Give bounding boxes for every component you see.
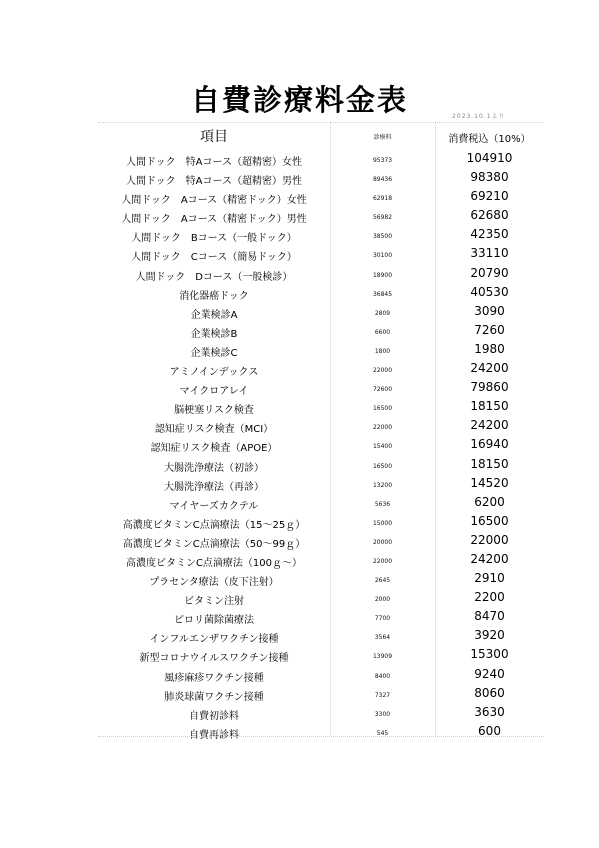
table-row: [98, 417, 544, 436]
table-row: [98, 551, 544, 570]
row-tax-incl: 104910: [466, 151, 513, 165]
row-item-name: 自費再診料: [189, 729, 239, 741]
row-item-name: 企業検診B: [190, 328, 238, 340]
row-item-name: 人間ドック 特Aコース（超精密）女性: [126, 157, 302, 168]
row-tax-incl: 18150: [470, 456, 509, 471]
row-item-name: 脳梗塞リスク検査: [174, 405, 254, 417]
row-fee: 13200: [372, 481, 393, 489]
table-row: [98, 608, 544, 627]
table-row: [98, 379, 544, 398]
row-tax-incl: 24200: [470, 418, 509, 433]
row-item-name: 認知症リスク検査（APOE）: [150, 443, 278, 455]
table-row: [98, 207, 544, 226]
row-fee: 18900: [372, 271, 393, 279]
row-item-name: 高濃度ビタミンC点滴療法（50〜99ｇ）: [122, 538, 306, 550]
table-row: [98, 456, 544, 475]
row-tax-incl: 2200: [474, 590, 505, 605]
row-fee: 15400: [372, 443, 393, 451]
row-tax-incl: 40530: [470, 284, 509, 299]
header-item: 項目: [200, 129, 228, 145]
fee-table: [98, 122, 544, 742]
row-item-name: 肺炎球菌ワクチン接種: [164, 691, 264, 703]
document-title: 自費診療料金表: [190, 83, 408, 117]
table-row: [98, 322, 544, 341]
row-item-name: 企業検診A: [190, 309, 238, 321]
table-row: [98, 360, 544, 379]
effective-date: 2023.10.1より: [452, 113, 506, 120]
table-row: [98, 589, 544, 608]
row-fee: 1800: [374, 347, 391, 355]
row-tax-incl: 6200: [474, 494, 505, 509]
row-item-name: 人間ドック 特Aコース（超精密）男性: [126, 176, 302, 188]
row-fee: 36845: [372, 290, 393, 298]
row-item-name: 消化器癌ドック: [179, 290, 249, 302]
row-item-name: 大腸洗浄療法（初診）: [164, 462, 264, 474]
row-fee: 3564: [374, 634, 391, 642]
row-fee: 89436: [372, 176, 393, 184]
table-row: [98, 570, 544, 589]
table-row: [98, 245, 544, 264]
row-tax-incl: 33110: [470, 246, 509, 261]
table-row: [98, 704, 544, 723]
table-row: [98, 226, 544, 245]
row-fee: 62918: [372, 195, 393, 203]
row-tax-incl: 18150: [470, 399, 509, 414]
row-tax-incl: 22000: [470, 532, 509, 547]
row-fee: 545: [376, 729, 389, 737]
row-tax-incl: 16940: [470, 437, 509, 452]
row-fee: 7700: [374, 615, 391, 623]
table-row: [98, 188, 544, 207]
row-item-name: ビタミン注射: [184, 596, 244, 608]
row-fee: 22000: [372, 424, 393, 432]
row-item-name: 新型コロナウイルスワクチン接種: [139, 653, 289, 665]
row-tax-incl: 2910: [474, 571, 505, 586]
table-row: [98, 265, 544, 284]
row-tax-incl: 3630: [474, 704, 505, 719]
row-fee: 15000: [372, 519, 393, 527]
row-fee: 38500: [372, 233, 393, 241]
row-fee: 2000: [374, 596, 391, 604]
table-row: [98, 398, 544, 417]
row-tax-incl: 20790: [470, 265, 509, 280]
row-fee: 3300: [374, 710, 391, 718]
row-item-name: 人間ドック Cコース（簡易ドック）: [131, 252, 297, 264]
table-row: [98, 513, 544, 532]
table-row: [98, 666, 544, 685]
row-fee: 30100: [372, 252, 393, 260]
row-fee: 13909: [372, 653, 393, 661]
row-fee: 2809: [374, 309, 391, 317]
row-item-name: 自費初診料: [189, 710, 239, 722]
row-item-name: 高濃度ビタミンC点滴療法（100ｇ〜）: [125, 557, 303, 569]
row-item-name: インフルエンザワクチン接種: [149, 634, 279, 646]
row-item-name: 風疹麻疹ワクチン接種: [164, 672, 264, 684]
row-fee: 16500: [372, 462, 393, 470]
row-tax-incl: 8470: [474, 609, 505, 624]
row-fee: 72600: [372, 386, 393, 394]
row-item-name: マイヤーズカクテル: [169, 500, 259, 512]
row-fee: 20000: [372, 538, 393, 546]
table-row: [98, 284, 544, 303]
row-fee: 22000: [372, 557, 393, 565]
table-row: [98, 150, 544, 169]
row-tax-incl: 15300: [470, 647, 509, 662]
row-tax-incl: 9240: [474, 666, 505, 681]
table-row: [98, 494, 544, 513]
row-fee: 6600: [374, 328, 391, 336]
row-fee: 56982: [372, 214, 393, 222]
row-item-name: 大腸洗浄療法（再診）: [164, 481, 264, 493]
row-tax-incl: 14520: [470, 475, 509, 490]
row-item-name: アミノインデックス: [169, 367, 259, 379]
row-fee: 16500: [372, 405, 393, 413]
row-tax-incl: 62680: [470, 208, 509, 223]
table-row: [98, 475, 544, 494]
table-row: [98, 685, 544, 704]
row-tax-incl: 24200: [470, 361, 509, 376]
row-item-name: プラセンタ療法（皮下注射）: [149, 577, 279, 589]
row-tax-incl: 3090: [474, 303, 505, 318]
row-item-name: マイクロアレイ: [179, 386, 249, 398]
row-item-name: 人間ドック Aコース（精密ドック）男性: [121, 214, 307, 226]
row-item-name: 認知症リスク検査（MCI）: [154, 424, 274, 436]
row-tax-incl: 42350: [470, 227, 509, 242]
row-item-name: 人間ドック Bコース（一般ドック）: [131, 233, 297, 245]
table-row: [98, 532, 544, 551]
row-fee: 7327: [374, 691, 391, 699]
row-tax-incl: 16500: [470, 513, 509, 528]
row-fee: 2645: [374, 577, 391, 585]
row-tax-incl: 1980: [474, 341, 505, 356]
table-row: [98, 169, 544, 188]
table-bottom-border: [98, 736, 544, 737]
row-item-name: 人間ドック Aコース（精密ドック）女性: [121, 195, 307, 207]
header-fee: 診療料: [373, 134, 392, 141]
row-fee: 8400: [374, 672, 391, 680]
row-item-name: 高濃度ビタミンC点滴療法（15〜25ｇ）: [122, 519, 306, 531]
table-row: [98, 436, 544, 455]
row-tax-incl: 24200: [470, 551, 509, 566]
row-tax-incl: 7260: [474, 322, 505, 337]
table-row: [98, 341, 544, 360]
row-tax-incl: 79860: [470, 380, 509, 395]
row-tax-incl: 3920: [474, 628, 505, 643]
row-item-name: 企業検診C: [190, 347, 238, 359]
row-fee: 95373: [372, 157, 393, 164]
row-tax-incl: 8060: [474, 685, 505, 700]
header-tax-incl: 消費税込（10%）: [448, 134, 531, 145]
row-fee: 5636: [374, 500, 391, 508]
table-row: [98, 723, 544, 742]
table-row: [98, 646, 544, 665]
row-fee: 22000: [372, 367, 393, 375]
table-row: [98, 303, 544, 322]
row-item-name: 人間ドック Dコース（一般検診）: [135, 271, 293, 283]
table-body: [98, 150, 544, 742]
row-tax-incl: 600: [478, 723, 501, 738]
row-item-name: ピロリ菌除菌療法: [174, 615, 254, 627]
row-tax-incl: 69210: [470, 189, 509, 204]
table-row: [98, 627, 544, 646]
row-tax-incl: 98380: [470, 170, 509, 185]
table-header-row: [98, 122, 544, 150]
